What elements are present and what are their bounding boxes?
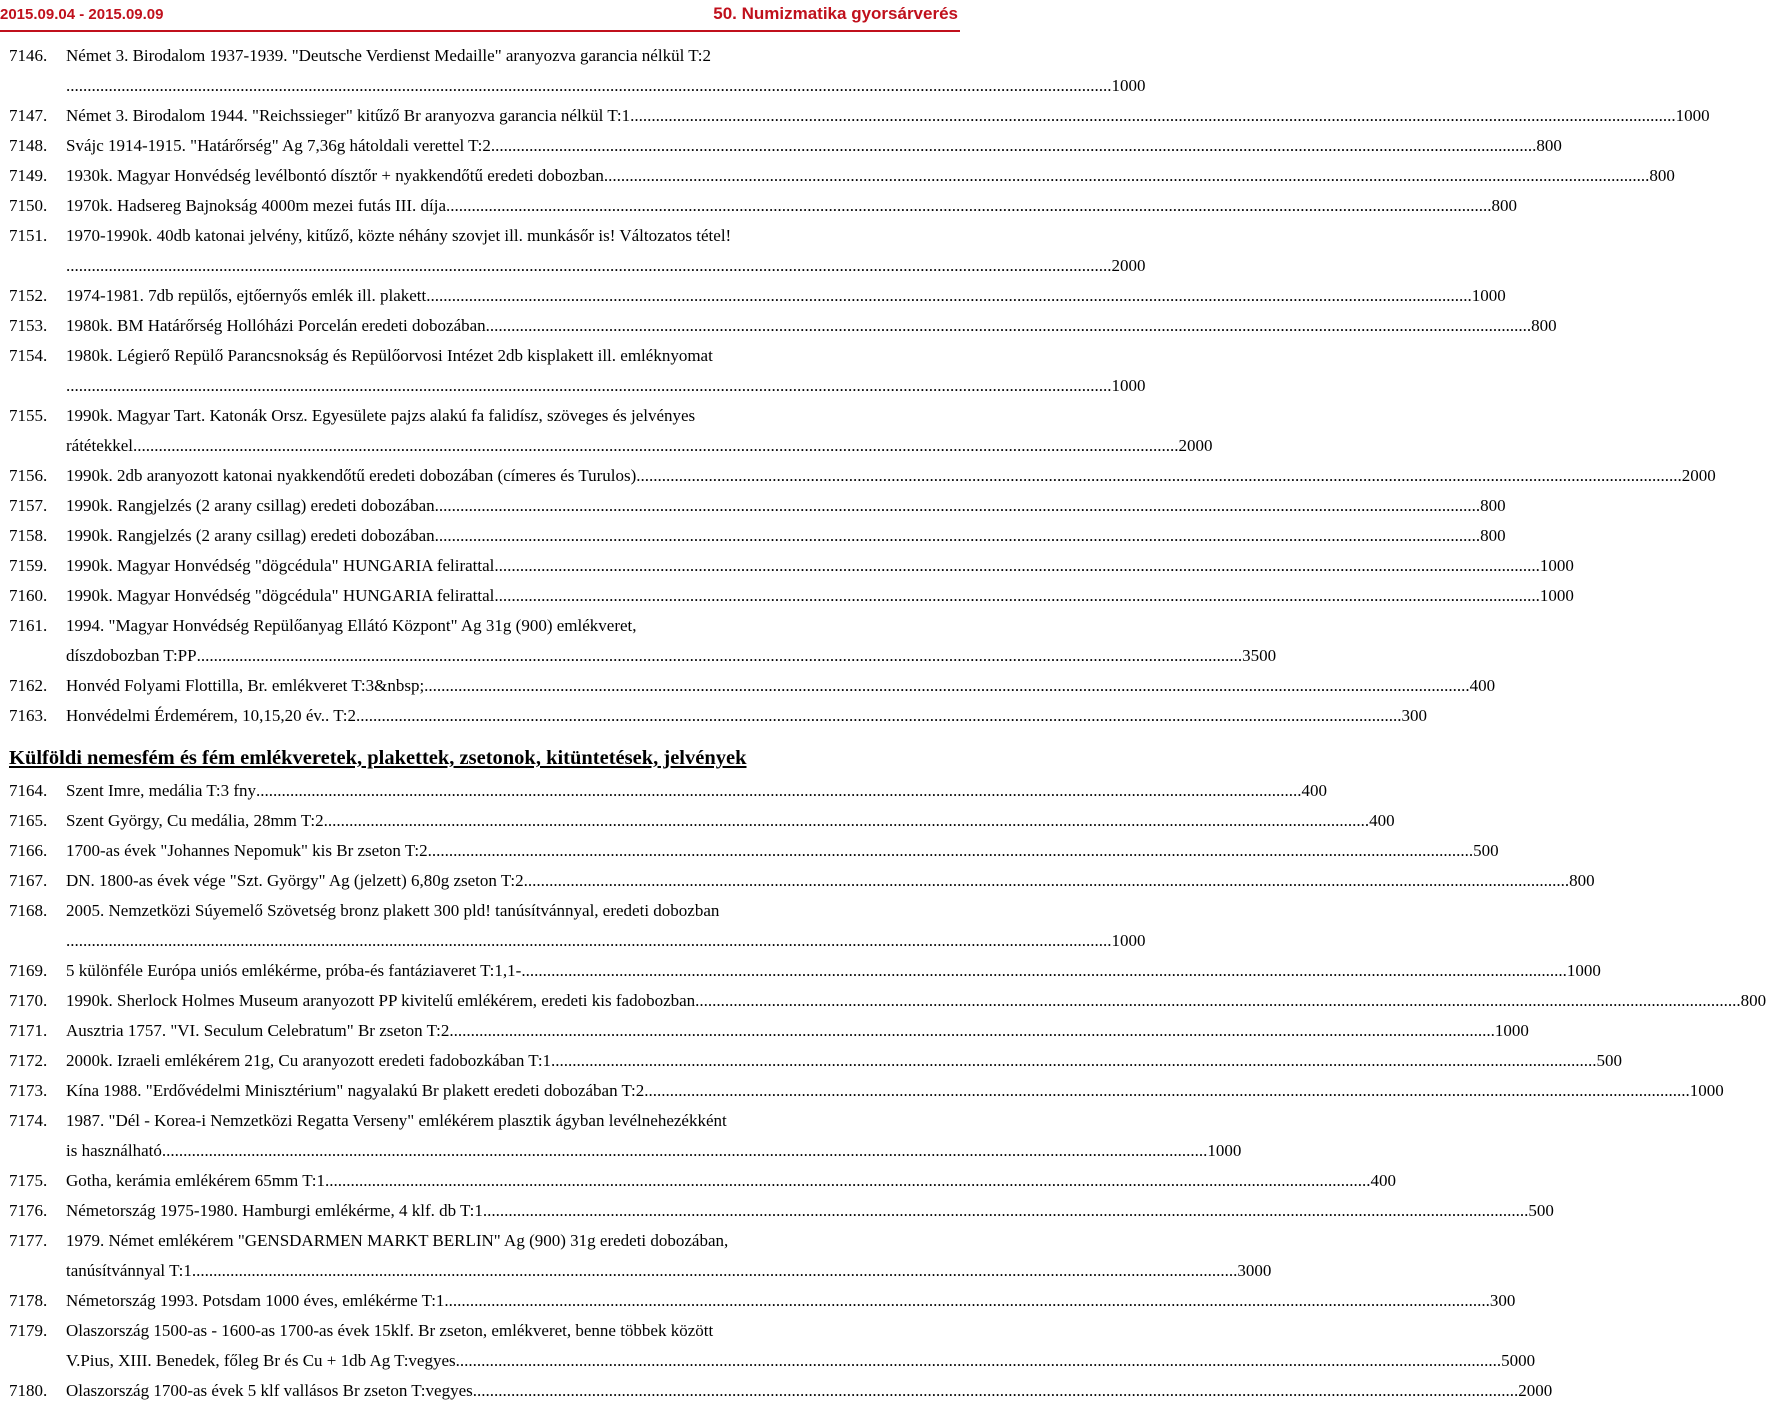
lot-line <box>66 461 1716 491</box>
dot-leader <box>604 161 1650 191</box>
lot-item <box>9 281 1506 311</box>
lot-price: 800 <box>1480 496 1506 515</box>
lot-price: 500 <box>1528 1201 1554 1220</box>
dot-leader <box>325 1166 1371 1196</box>
lot-line <box>66 1226 871 1256</box>
lot-line <box>66 191 1518 221</box>
lot-price: 800 <box>1740 991 1766 1010</box>
section-title: Külföldi nemesfém és fém emlékveretek, plakettek, zsetonok, kitüntetések, jelvények <box>9 747 747 769</box>
lot-number: 7149. <box>9 166 48 185</box>
dot-leader <box>66 926 1112 956</box>
lot-line <box>66 371 1146 401</box>
lot-line <box>66 1136 1242 1166</box>
lot-description: 1980k. BM Határőrség Hollóházi Porcelán eredeti dobozában <box>66 316 486 335</box>
lot-item <box>9 1106 1242 1166</box>
header-divider <box>0 30 960 32</box>
dot-leader <box>435 521 1481 551</box>
lot-item <box>9 1226 1272 1286</box>
lot-number: 7169. <box>9 961 48 980</box>
lot-line <box>66 101 1710 131</box>
dot-leader <box>424 671 1470 701</box>
lot-line <box>66 956 1601 986</box>
lot-item <box>9 671 1496 701</box>
lot-item <box>9 341 1146 401</box>
lot-number: 7179. <box>9 1321 48 1340</box>
lot-line <box>66 341 871 371</box>
lot-number: 7176. <box>9 1201 48 1220</box>
lot-item <box>9 521 1506 551</box>
lot-line <box>66 701 1427 731</box>
dot-leader <box>644 1076 1690 1106</box>
dot-leader <box>636 461 1682 491</box>
lot-item <box>9 1286 1516 1316</box>
dot-leader <box>133 431 1179 461</box>
lot-description: Olaszország 1500-as - 1600-as 1700-as évek 15klf. Br zseton, emlékveret, benne többek között <box>66 1321 714 1340</box>
lot-item <box>9 461 1716 491</box>
lot-description: 1990k. 2db aranyozott katonai nyakkendőtű eredeti dobozában (címeres és Turulos) <box>66 466 637 485</box>
lot-price: 2000 <box>1178 436 1213 455</box>
lot-item <box>9 1316 1536 1376</box>
lot-line <box>66 161 1675 191</box>
lot-line <box>66 131 1562 161</box>
dot-leader <box>491 131 1537 161</box>
lot-line <box>66 311 1557 341</box>
lot-number: 7155. <box>9 406 48 425</box>
lot-item <box>9 551 1574 581</box>
lot-line <box>66 521 1506 551</box>
lot-item <box>9 701 1427 731</box>
lot-number: 7154. <box>9 346 48 365</box>
dot-leader <box>192 1256 1238 1286</box>
lot-description: 5 különféle Európa uniós emlékérme, próba-és fantáziaveret T:1,1- <box>66 961 522 980</box>
lot-line <box>66 581 1574 611</box>
lot-line <box>66 641 1277 671</box>
lot-item <box>9 311 1557 341</box>
lot-item <box>9 776 1328 806</box>
lot-description: 1970-1990k. 40db katonai jelvény, kitűző, közte néhány szovjet ill. munkásőr is! Változatos tétel! <box>66 226 732 245</box>
lot-number: 7158. <box>9 526 48 545</box>
lot-description: 1990k. Sherlock Holmes Museum aranyozott PP kivitelű emlékérem, eredeti kis fadobozban <box>66 991 696 1010</box>
lot-price: 800 <box>1569 871 1595 890</box>
lot-item <box>9 41 1146 101</box>
lot-number: 7165. <box>9 811 48 830</box>
lot-item <box>9 1196 1554 1226</box>
lot-number: 7166. <box>9 841 48 860</box>
lot-line <box>66 1346 1536 1376</box>
lot-price: 1000 <box>1539 556 1574 575</box>
page-header <box>0 0 960 34</box>
lot-number: 7163. <box>9 706 48 725</box>
dot-leader <box>66 251 1112 281</box>
lot-price: 1000 <box>1111 76 1146 95</box>
lot-number: 7174. <box>9 1111 48 1130</box>
lot-description: Kína 1988. "Erdővédelmi Minisztérium" nagyalakú Br plakett eredeti dobozában T:2 <box>66 1081 645 1100</box>
lot-line <box>66 986 1766 1016</box>
lot-item <box>9 986 1766 1016</box>
lot-line <box>66 1316 871 1346</box>
lot-line <box>66 1256 1272 1286</box>
lot-description: 1990k. Rangjelzés (2 arany csillag) eredeti dobozában <box>66 496 435 515</box>
lot-price: 400 <box>1301 781 1328 800</box>
dot-leader <box>356 701 1402 731</box>
lot-description: Gotha, kerámia emlékérem 65mm T:1 <box>66 1171 325 1190</box>
lot-line <box>66 1196 1554 1226</box>
lot-price: 800 <box>1536 136 1562 155</box>
dot-leader <box>446 191 1492 221</box>
lot-number: 7159. <box>9 556 48 575</box>
lot-number: 7150. <box>9 196 48 215</box>
lot-description: 1990k. Magyar Honvédség "dögcédula" HUNGARIA felirattal <box>66 586 495 605</box>
lot-line <box>66 251 1146 281</box>
lot-price: 1000 <box>1675 106 1710 125</box>
lot-line <box>66 926 1146 956</box>
dot-leader <box>66 71 1112 101</box>
lot-description: is használható <box>66 1141 162 1160</box>
lot-number: 7162. <box>9 676 48 695</box>
lot-description: Németország 1975-1980. Hamburgi emlékérme, 4 klf. db T:1 <box>66 1201 483 1220</box>
lot-item <box>9 806 1395 836</box>
lot-description: 1990k. Magyar Tart. Katonák Orsz. Egyesülete pajzs alakú fa falidísz, szöveges és jelvényes <box>66 406 696 425</box>
lot-price: 2000 <box>1681 466 1716 485</box>
lot-number: 7172. <box>9 1051 48 1070</box>
lot-number: 7180. <box>9 1381 48 1400</box>
lot-item <box>9 1076 1724 1106</box>
lot-description: 2005. Nemzetközi Súyemelő Szövetség bronz plakett 300 pld! tanúsítvánnyal, eredeti dobozban <box>66 901 720 920</box>
lot-price: 500 <box>1596 1051 1623 1070</box>
lot-line <box>66 806 1395 836</box>
lot-number: 7173. <box>9 1081 48 1100</box>
dot-leader <box>483 1196 1529 1226</box>
lot-description: 1994. "Magyar Honvédség Repülőanyag Ellátó Központ" Ag 31g (900) emlékveret, <box>66 616 637 635</box>
lot-price: 1000 <box>1689 1081 1724 1100</box>
dot-leader <box>426 281 1472 311</box>
lot-item <box>9 1016 1529 1046</box>
lot-number: 7177. <box>9 1231 48 1250</box>
lot-item <box>9 866 1595 896</box>
lot-description: 1990k. Rangjelzés (2 arany csillag) eredeti dobozában <box>66 526 435 545</box>
lot-item <box>9 161 1675 191</box>
lot-description: Ausztria 1757. "VI. Seculum Celebratum" Br zseton T:2 <box>66 1021 450 1040</box>
dot-leader <box>324 806 1370 836</box>
lot-line <box>66 1166 1396 1196</box>
lot-number: 7147. <box>9 106 48 125</box>
dot-leader <box>456 1346 1502 1376</box>
lot-price: 300 <box>1489 1291 1516 1310</box>
lot-line <box>66 866 1595 896</box>
lot-description: 1990k. Magyar Honvédség "dögcédula" HUNGARIA felirattal <box>66 556 495 575</box>
lot-number: 7171. <box>9 1021 48 1040</box>
lot-price: 300 <box>1401 706 1427 725</box>
lot-description: Németország 1993. Potsdam 1000 éves, emlékérme T:1 <box>66 1291 445 1310</box>
lot-description: 1980k. Légierő Repülő Parancsnokság és Repülőorvosi Intézet 2db kisplakett ill. emléknyomat <box>66 346 713 365</box>
lot-description: 1970k. Hadsereg Bajnokság 4000m mezei futás III. díja <box>66 196 447 215</box>
lot-description: DN. 1800-as évek vége "Szt. György" Ag (jelzett) 6,80g zseton T:2 <box>66 871 524 890</box>
lot-list <box>9 41 1766 1406</box>
lot-number: 7148. <box>9 136 48 155</box>
lot-description: Német 3. Birodalom 1937-1939. "Deutsche Verdienst Medaille" aranyozva garancia nélkül T:2 <box>66 46 711 65</box>
dot-leader <box>521 956 1567 986</box>
lot-line <box>66 671 1496 701</box>
lot-price: 500 <box>1473 841 1499 860</box>
lot-price: 400 <box>1469 676 1496 695</box>
lot-line <box>66 1016 1529 1046</box>
lot-price: 1000 <box>1471 286 1506 305</box>
lot-description: Szent Imre, medália T:3 fny <box>66 781 257 800</box>
lot-description: 1700-as évek "Johannes Nepomuk" kis Br zseton T:2 <box>66 841 428 860</box>
dot-leader <box>494 581 1540 611</box>
lot-description: 1987. "Dél - Korea-i Nemzetközi Regatta Verseny" emlékérem plasztik ágyban levélnehezékként <box>66 1111 727 1130</box>
lot-price: 3000 <box>1237 1261 1272 1280</box>
lot-number: 7153. <box>9 316 48 335</box>
dot-leader <box>444 1286 1490 1316</box>
lot-line <box>66 401 871 431</box>
lot-line <box>66 431 1213 461</box>
lot-description: V.Pius, XIII. Benedek, főleg Br és Cu + 1db Ag T:vegyes <box>66 1351 456 1370</box>
dot-leader <box>162 1136 1208 1166</box>
lot-price: 400 <box>1369 811 1395 830</box>
lot-line <box>66 836 1499 866</box>
lot-line <box>66 1076 1724 1106</box>
lot-description: 1974-1981. 7db repülős, ejtőernyős emlék ill. plakett <box>66 286 427 305</box>
lot-item <box>9 491 1506 521</box>
dot-leader <box>486 311 1532 341</box>
lot-item <box>9 611 1277 671</box>
lot-description: rátétekkel <box>66 436 134 455</box>
lot-item <box>9 191 1518 221</box>
lot-description: 1930k. Magyar Honvédség levélbontó dísztőr + nyakkendőtű eredeti dobozban <box>66 166 604 185</box>
lot-item <box>9 956 1601 986</box>
dot-leader <box>551 1046 1597 1076</box>
lot-description: 1979. Német emlékérem "GENSDARMEN MARKT BERLIN" Ag (900) 31g eredeti dobozában, <box>66 1231 729 1250</box>
lot-item <box>9 101 1710 131</box>
lot-line <box>66 41 871 71</box>
lot-description: 2000k. Izraeli emlékérem 21g, Cu aranyozott eredeti fadobozkában T:1 <box>66 1051 552 1070</box>
lot-description: díszdobozban T:PP <box>66 646 197 665</box>
lot-number: 7168. <box>9 901 48 920</box>
dot-leader <box>449 1016 1495 1046</box>
dot-leader <box>66 371 1112 401</box>
lot-number: 7152. <box>9 286 48 305</box>
lot-price: 1000 <box>1494 1021 1529 1040</box>
lot-line <box>66 221 871 251</box>
lot-description: tanúsítvánnyal T:1 <box>66 1261 192 1280</box>
lot-price: 1000 <box>1111 931 1146 950</box>
lot-line <box>66 1376 1553 1406</box>
auction-title: 50. Numizmatika gyorsárverés <box>713 4 958 23</box>
lot-line <box>66 491 1506 521</box>
lot-item <box>9 1046 1623 1076</box>
dot-leader <box>695 986 1741 1016</box>
lot-line <box>66 281 1506 311</box>
lot-price: 5000 <box>1501 1351 1536 1370</box>
lot-line <box>66 896 871 926</box>
lot-number: 7151. <box>9 226 48 245</box>
lot-item <box>9 1166 1396 1196</box>
lot-price: 1000 <box>1111 376 1146 395</box>
dot-leader <box>428 836 1474 866</box>
lot-line <box>66 1046 1623 1076</box>
lot-number: 7156. <box>9 466 48 485</box>
dot-leader <box>524 866 1570 896</box>
lot-number: 7167. <box>9 871 48 890</box>
lot-line <box>66 1106 871 1136</box>
lot-number: 7164. <box>9 781 48 800</box>
lot-price: 800 <box>1491 196 1518 215</box>
lot-item <box>9 131 1562 161</box>
lot-price: 400 <box>1370 1171 1396 1190</box>
lot-number: 7157. <box>9 496 48 515</box>
lot-number: 7161. <box>9 616 48 635</box>
lot-list-domestic <box>9 41 1716 731</box>
lot-price: 800 <box>1480 526 1506 545</box>
lot-price: 1000 <box>1539 586 1574 605</box>
lot-line <box>66 611 871 641</box>
dot-leader <box>256 776 1302 806</box>
lot-number: 7178. <box>9 1291 48 1310</box>
lot-description: Német 3. Birodalom 1944. "Reichssieger" kitűző Br aranyozva garancia nélkül T:1 <box>66 106 631 125</box>
dot-leader <box>197 641 1243 671</box>
lot-item <box>9 1376 1553 1406</box>
lot-item <box>9 401 1213 461</box>
lot-item <box>9 581 1574 611</box>
lot-number: 7175. <box>9 1171 48 1190</box>
dot-leader <box>494 551 1540 581</box>
lot-description: Honvéd Folyami Flottilla, Br. emlékveret T:3&nbsp; <box>66 676 425 695</box>
lot-price: 1000 <box>1207 1141 1242 1160</box>
lot-item <box>9 221 1146 281</box>
lot-description: Olaszország 1700-as évek 5 klf vallásos Br zseton T:vegyes <box>66 1381 473 1400</box>
lot-line <box>66 71 1146 101</box>
lot-description: Honvédelmi Érdemérem, 10,15,20 év.. T:2 <box>66 706 356 725</box>
lot-item <box>9 836 1499 866</box>
lot-description: Svájc 1914-1915. "Határőrség" Ag 7,36g hátoldali verettel T:2 <box>66 136 491 155</box>
lot-price: 2000 <box>1518 1381 1553 1400</box>
lot-price: 800 <box>1649 166 1675 185</box>
lot-price: 1000 <box>1566 961 1601 980</box>
lot-line <box>66 776 1328 806</box>
lot-line <box>66 551 1574 581</box>
lot-price: 3500 <box>1242 646 1277 665</box>
lot-price: 2000 <box>1111 256 1146 275</box>
auction-date-range: 2015.09.04 - 2015.09.09 <box>0 6 164 23</box>
lot-number: 7170. <box>9 991 48 1010</box>
dot-leader <box>630 101 1676 131</box>
dot-leader <box>473 1376 1519 1406</box>
lot-description: Szent György, Cu medália, 28mm T:2 <box>66 811 324 830</box>
lot-line <box>66 1286 1516 1316</box>
dot-leader <box>435 491 1481 521</box>
lot-number: 7146. <box>9 46 48 65</box>
lot-item <box>9 896 1146 956</box>
lot-price: 800 <box>1531 316 1557 335</box>
lot-number: 7160. <box>9 586 48 605</box>
lot-list-foreign <box>9 776 1766 1406</box>
